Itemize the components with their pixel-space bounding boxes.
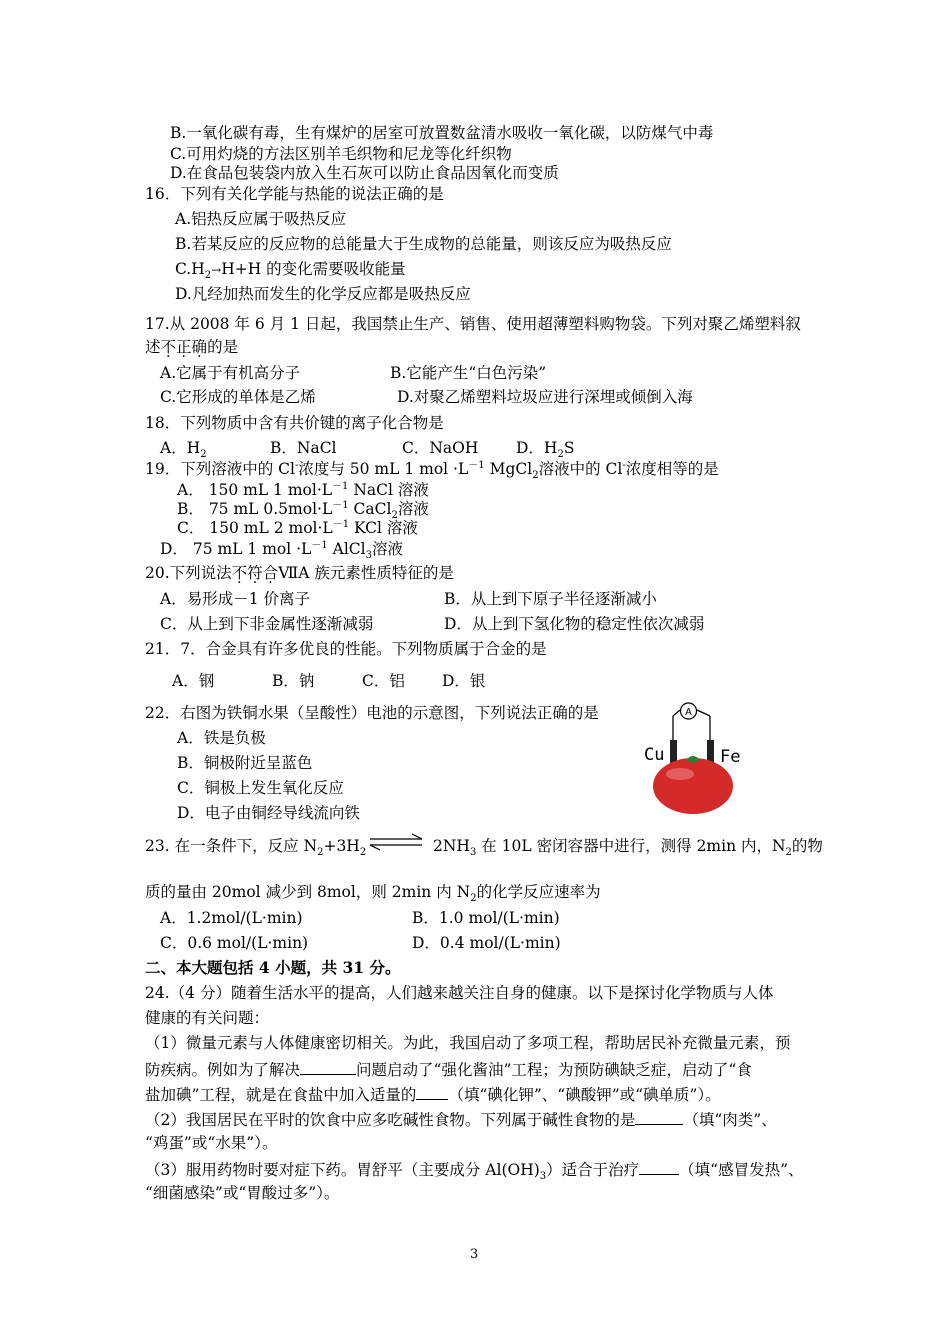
q20-stem: 20.下列说法不符合ⅦA 族元素性质特征的是 [145, 564, 454, 582]
q18-stem: 18．下列物质中含有共价键的离子化合物是 [145, 414, 444, 432]
fruit-battery-figure [640, 700, 750, 818]
q23-option-a: A．1.2mol/(L·min) [160, 909, 303, 927]
ammeter-label: A [685, 707, 692, 718]
q21-option-d: D．银 [442, 672, 486, 690]
q20-option-a: A．易形成－1 价离子 [160, 590, 310, 608]
q15-option-c: C.可用灼烧的方法区别羊毛织物和尼龙等化纤织物 [170, 145, 512, 163]
q24-p1-line2: 防疾病。例如为了解决 问题启动了“强化酱油”工程；为预防碘缺乏症，启动了“食 [145, 1058, 752, 1080]
q15-option-d: D.在食品包装袋内放入生石灰可以防止食品因氧化而变质 [170, 164, 559, 182]
q19-option-a: A． 150 mL 1 $mol\cdot L^{-1}$ NaCl 溶液 [177, 480, 429, 499]
q22-stem: 22．右图为铁铜水果（呈酸性）电池的示意图，下列说法正确的是 [145, 704, 599, 722]
q17-option-a: A.它属于有机高分子 [160, 364, 301, 382]
q18-option-a: A．$H_2$ [160, 439, 207, 461]
answer-blank[interactable] [639, 1158, 679, 1175]
fe-label: Fe [720, 747, 741, 767]
q16-option-d: D.凡经加热而发生的化学反应都是吸热反应 [175, 285, 471, 303]
q24-p2-line1: （2）我国居民在平时的饮食中应多吃碱性食物。下列属于碱性食物的是 （填“肉类”、 [145, 1108, 777, 1130]
answer-blank[interactable] [416, 1083, 448, 1100]
answer-blank[interactable] [635, 1108, 683, 1125]
q24-p3-line2: “细菌感染”或“胃酸过多”）。 [145, 1184, 340, 1202]
q20-option-d: D．从上到下氢化物的稳定性依次减弱 [444, 615, 705, 633]
q17-stem-line2: 述不正确的是 [145, 338, 239, 356]
q18-option-c: C．NaOH [402, 439, 479, 457]
q17-stem-line1: 17.从 2008 年 6 月 1 日起，我国禁止生产、销售、使用超薄塑料购物袋。下列对聚乙烯塑料叙 [145, 315, 801, 333]
wire-right [697, 710, 710, 716]
q22-option-a: A．铁是负极 [177, 729, 266, 747]
section-heading: 二、本大题包括 4 小题，共 31 分。 [145, 958, 401, 977]
q20-option-b: B．从上到下原子半径逐渐减小 [444, 590, 657, 608]
q24-p1-line3: 盐加碘”工程，就是在食盐中加入适量的 （填“碘化钾”、“碘酸钾”或“碘单质”）。 [145, 1083, 721, 1105]
q19-stem: 19．下列溶液中的 Cl-浓度与 50 mL 1 mol $\cdot L^{-1}$ MgCl$_2$溶液中的 Cl-浓度相等的是 [145, 459, 719, 482]
q23-option-b: B．1.0 mol/(L·min) [412, 909, 560, 927]
q18-option-b: B．NaCl [270, 439, 337, 457]
q23-option-d: D．0.4 mol/(L·min) [412, 934, 561, 952]
q16-stem: 16．下列有关化学能与热能的说法正确的是 [145, 185, 444, 203]
q24-p3-line1: （3）服用药物时要对症下药。胃舒平（主要成分 $Al(OH)_3$）适合于治疗 （填“感冒发热”、 [145, 1158, 804, 1180]
q19-option-b: B． 75 mL $0.5mol\cdot L^{-1}$ CaCl$_2$溶液 [177, 499, 429, 522]
q17-option-b: B.它能产生“白色污染” [390, 364, 547, 382]
q20-option-c: C．从上到下非金属性逐渐减弱 [160, 615, 374, 633]
q21-stem: 21．7．合金具有许多优良的性能。下列物质属于合金的是 [145, 640, 547, 658]
q24-stem-line1: 24.（4 分）随着生活水平的提高，人们越来越关注自身的健康。以下是探讨化学物质与人体 [145, 984, 774, 1002]
cu-label: Cu [644, 745, 665, 765]
q16-option-c: $C.H_2\to H+H$ 的变化需要吸收能量 [175, 260, 406, 282]
q23-option-c: C．0.6 mol/(L·min) [160, 934, 309, 952]
q21-option-b: B．钠 [272, 672, 315, 690]
q21-option-a: A．钢 [172, 672, 215, 690]
q22-option-c: C．铜极上发生氧化反应 [177, 779, 344, 797]
page-number: 3 [470, 1247, 479, 1262]
equilibrium-arrow-icon [368, 832, 424, 852]
q16-option-b: B.若某反应的反应物的总能量大于生成物的总能量，则该反应为吸热反应 [175, 235, 672, 253]
q22-option-d: D．电子由铜经导线流向铁 [177, 804, 360, 822]
q21-option-c: C．铝 [362, 672, 405, 690]
q19-option-c: C． 150 mL 2 $mol\cdot L^{-1}$ KCl 溶液 [177, 518, 418, 537]
q16-option-a: A.铝热反应属于吸热反应 [175, 210, 347, 228]
q19-option-d: D． 75 mL 1 mol $\cdot L^{-1}$ AlCl$_3$溶液 [160, 539, 404, 562]
q17-option-c: C.它形成的单体是乙烯 [160, 388, 316, 406]
q24-p2-line2: “鸡蛋”或“水果”）。 [145, 1134, 278, 1152]
q24-p1-line1: （1）微量元素与人体健康密切相关。为此，我国启动了多项工程，帮助居民补充微量元素，预 [145, 1034, 791, 1052]
answer-blank[interactable] [300, 1058, 356, 1075]
fruit-highlight [666, 768, 694, 780]
q24-stem-line2: 健康的有关问题： [145, 1009, 270, 1027]
q22-option-b: B．铜极附近呈蓝色 [177, 754, 313, 772]
q23-stem-part1: 23. 在一条件下，反应 $N_2+3H_2$ [145, 837, 367, 859]
q15-option-b: B.一氧化碳有毒，生有煤炉的居室可放置数盆清水吸收一氧化碳，以防煤气中毒 [170, 124, 714, 142]
fruit-icon [653, 758, 733, 814]
q18-option-d: D．$H_2S$ [516, 439, 575, 461]
wire-left [673, 710, 680, 716]
q17-option-d: D.对聚乙烯塑料垃圾应进行深埋或倾倒入海 [397, 388, 693, 406]
q23-stem-line2: 质的量由 20mol 减少到 8mol，则 2min 内 $N_2$的化学反应速率为 [145, 883, 601, 905]
q23-stem-part2: $2NH_3$ 在 10L 密闭容器中进行，测得 2min 内，$N_2$的物 [433, 837, 823, 859]
